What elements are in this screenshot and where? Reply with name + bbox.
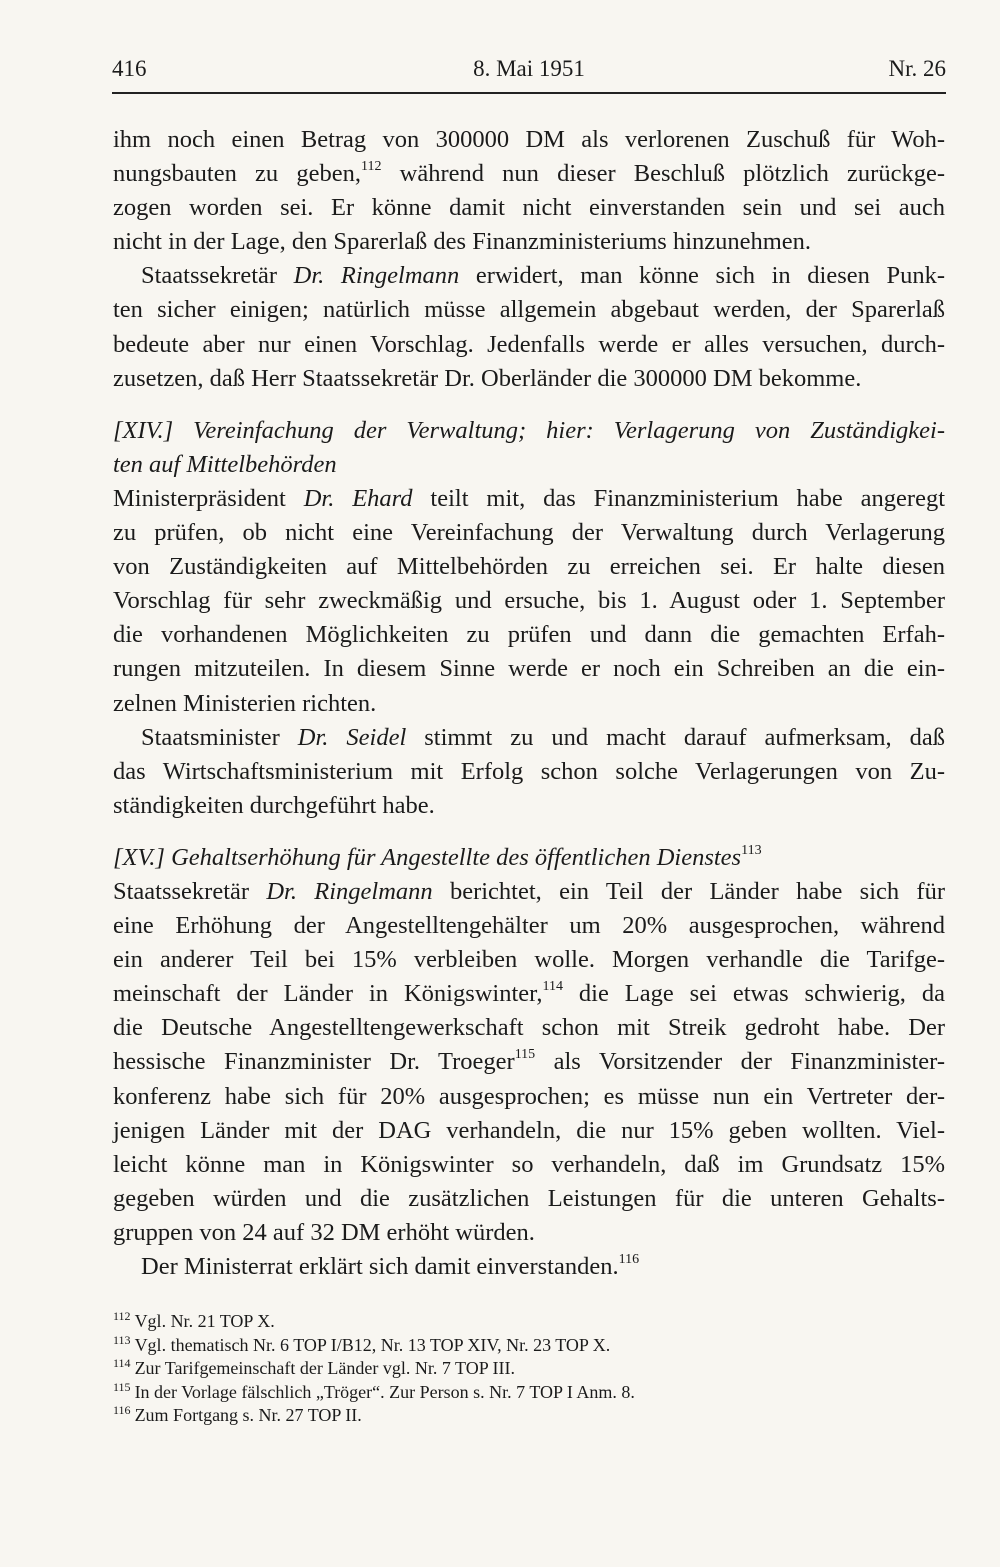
text-line: konferenz habe sich für 20% ausgesprochen; es müsse nun ein Vertreter der-	[113, 1082, 945, 1110]
text-line	[113, 259, 945, 293]
footnote-text: Vgl. thematisch Nr. 6 TOP I/B12, Nr. 13 TOP XIV, Nr. 23 TOP X.	[134, 1334, 611, 1355]
paragraph	[113, 123, 945, 259]
section-heading-line	[113, 841, 945, 875]
footnote-ref: 115	[514, 1047, 536, 1063]
text-run: hessische Finanzminister Dr. Troeger	[113, 1048, 515, 1076]
paragraph	[113, 259, 945, 395]
footnote	[113, 1404, 945, 1428]
section-heading-text: [XV.] Gehaltserhöhung für Angestellte des öffentlichen Dienstes	[113, 843, 742, 871]
document-body	[113, 123, 945, 1284]
text-run: als Vorsitzender der Finanzminister-	[535, 1048, 945, 1076]
text-run: Staatsminister	[141, 723, 298, 751]
text-line	[113, 1045, 945, 1079]
text-line: die Deutsche Angestelltengewerkschaft schon mit Streik gedroht habe. Der	[113, 1014, 945, 1042]
text-run: Ministerpräsident	[113, 484, 304, 512]
text-line: ihm noch einen Betrag von 300000 DM als verlorenen Zuschuß für Woh-	[113, 126, 945, 153]
text-run: stimmt zu und macht darauf aufmerksam, daß	[406, 723, 945, 751]
text-line: die vorhandenen Möglichkeiten zu prüfen und dann die gemachten Erfah-	[113, 621, 945, 649]
text-run: meinschaft der Länder in Königswinter,	[113, 980, 543, 1008]
footnote-number: 114	[113, 1356, 131, 1371]
footnote-number: 112	[113, 1309, 131, 1323]
text-line: ein anderer Teil bei 15% verbleiben wolle. Morgen verhandle die Tarifge-	[113, 946, 945, 974]
running-header	[112, 56, 946, 86]
footnote-text: Zur Tarifgemeinschaft der Länder vgl. Nr. 7 TOP III.	[134, 1358, 516, 1379]
footnote-ref: 113	[741, 842, 762, 858]
paragraph	[113, 721, 945, 823]
text-line: rungen mitzuteilen. In diesem Sinne werde er noch ein Schreiben an die ein-	[113, 655, 945, 683]
text-run: die Lage sei etwas schwierig, da	[562, 980, 945, 1008]
text-line: ten sicher einigen; natürlich müsse allgemein abgebaut werden, der Sparerlaß	[113, 296, 945, 324]
paragraph	[113, 1250, 945, 1284]
section-heading-line: ten auf Mittelbehörden	[113, 450, 337, 478]
text-run: erwidert, man könne sich in diesen Punk-	[459, 262, 945, 290]
text-line	[113, 875, 945, 909]
footnote	[113, 1334, 945, 1358]
text-line: gruppen von 24 auf 32 DM erhöht würden.	[113, 1218, 535, 1246]
text-run: Der Ministerrat erklärt sich damit einverstanden.	[141, 1253, 619, 1280]
footnote-text: In der Vorlage fälschlich „Tröger“. Zur Person s. Nr. 7 TOP I Anm. 8.	[134, 1381, 635, 1402]
footnote	[113, 1357, 945, 1381]
header-date: 8. Mai 1951	[473, 56, 585, 81]
spacer	[113, 823, 945, 841]
header-rule	[112, 92, 946, 94]
footnote-ref: 116	[618, 1251, 640, 1267]
footnote-text: Zum Fortgang s. Nr. 27 TOP II.	[134, 1405, 362, 1426]
text-line: von Zuständigkeiten auf Mittelbehörden zu erreichen sei. Er halte diesen	[113, 553, 945, 581]
text-line: zelnen Ministerien richten.	[113, 689, 377, 717]
paragraph	[113, 875, 945, 1250]
text-run: berichtet, ein Teil der Länder habe sich für	[432, 877, 945, 905]
speaker-name: Dr. Ringelmann	[293, 262, 460, 290]
text-line: jenigen Länder mit der DAG verhandeln, die nur 15% geben wollten. Viel-	[113, 1116, 945, 1144]
section-heading-line: [XIV.] Vereinfachung der Verwaltung; hier: Verlagerung von Zuständigkei-	[113, 416, 945, 444]
section-heading	[113, 414, 945, 482]
text-line: bedeute aber nur einen Vorschlag. Jedenfalls werde er alles versuchen, durch-	[113, 330, 945, 358]
text-line: nicht in der Lage, den Sparerlaß des Finanzministeriums hinzunehmen.	[113, 228, 812, 256]
text-line: eine Erhöhung der Angestelltengehälter um 20% ausgesprochen, während	[113, 912, 945, 940]
text-line	[113, 977, 945, 1011]
text-run: nungsbauten zu geben,	[113, 160, 361, 188]
footnote	[113, 1381, 945, 1405]
speaker-name: Dr. Seidel	[297, 723, 407, 751]
page-number: 416	[112, 56, 147, 81]
text-line: ständigkeiten durchgeführt habe.	[113, 791, 435, 819]
text-line: das Wirtschaftsministerium mit Erfolg schon solche Verlagerungen von Zu-	[113, 757, 945, 785]
text-run: Staatssekretär	[113, 877, 267, 905]
footnote-text: Vgl. Nr. 21 TOP X.	[134, 1311, 275, 1331]
footnote-ref: 112	[360, 158, 382, 174]
footnote-number: 116	[113, 1403, 131, 1418]
footnote-number: 113	[113, 1332, 131, 1347]
footnote	[113, 1310, 945, 1334]
text-run: Staatssekretär	[141, 262, 294, 290]
speaker-name: Dr. Ehard	[303, 484, 413, 512]
text-line: zusetzen, daß Herr Staatssekretär Dr. Oberländer die 300000 DM bekomme.	[113, 364, 862, 392]
text-line	[113, 157, 945, 191]
paragraph	[113, 482, 945, 721]
text-line: leicht könne man in Königswinter so verhandeln, daß im Grundsatz 15%	[113, 1150, 945, 1178]
text-line	[113, 482, 945, 516]
text-run: während nun dieser Beschluß plötzlich zurückge-	[381, 160, 946, 188]
footnote-number: 115	[113, 1379, 131, 1394]
footnote-ref: 114	[542, 979, 563, 995]
text-line: zogen worden sei. Er könne damit nicht einverstanden sein und sei auch	[113, 194, 945, 222]
text-run: teilt mit, das Finanzministerium habe angeregt	[412, 484, 946, 512]
document-number: Nr. 26	[888, 56, 946, 81]
spacer	[113, 396, 945, 414]
text-line	[113, 721, 945, 755]
text-line: Vorschlag für sehr zweckmäßig und ersuche, bis 1. August oder 1. September	[113, 587, 945, 615]
footnotes	[113, 1310, 945, 1428]
text-line: zu prüfen, ob nicht eine Vereinfachung der Verwaltung durch Verlagerung	[113, 519, 945, 547]
text-line	[113, 1250, 945, 1284]
section-heading	[113, 841, 945, 875]
text-line: gegeben würden und die zusätzlichen Leistungen für die unteren Gehalts-	[113, 1184, 945, 1212]
speaker-name: Dr. Ringelmann	[266, 877, 433, 905]
